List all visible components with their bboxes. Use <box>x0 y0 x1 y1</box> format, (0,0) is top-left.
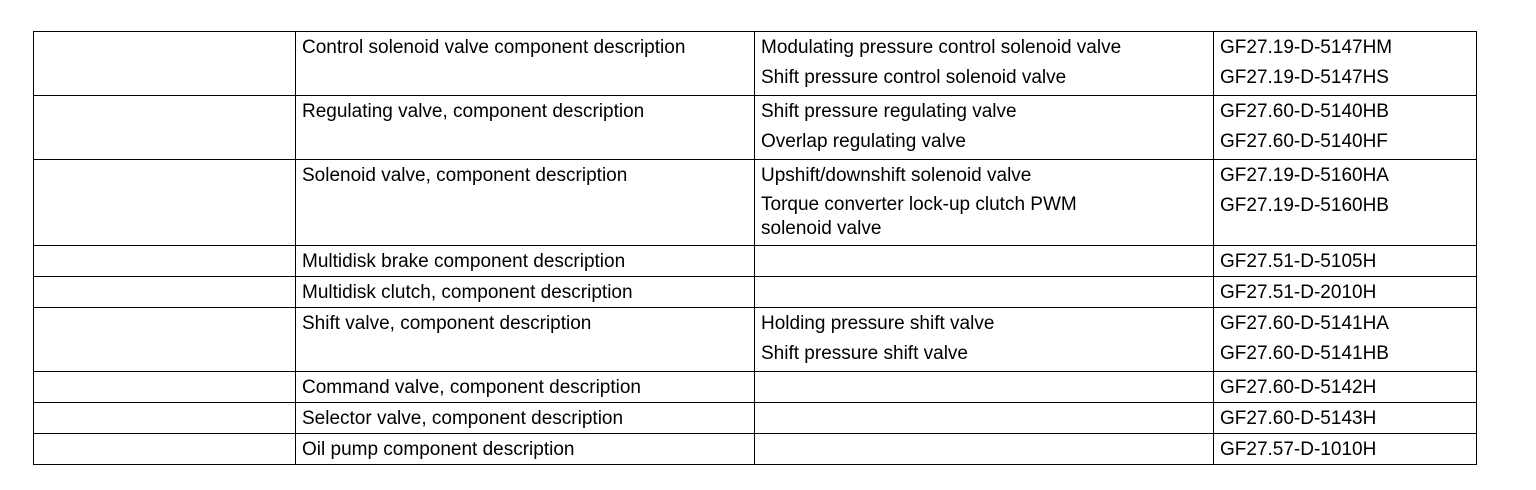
table-row <box>34 434 1477 465</box>
component-cell <box>296 434 755 465</box>
item-name-cell <box>755 403 1214 434</box>
item-name-cell <box>755 308 1214 372</box>
component-label: Multidisk clutch, component description <box>302 282 633 303</box>
document-code: GF27.51-D-2010H <box>1220 282 1377 303</box>
document-code-cell <box>1214 246 1477 277</box>
component-cell <box>296 246 755 277</box>
table-row <box>34 32 1477 96</box>
blank-cell <box>34 160 296 246</box>
document-code-cell <box>1214 96 1477 160</box>
document-code: GF27.60-D-5140HB <box>1220 101 1389 122</box>
component-label: Selector valve, component description <box>302 408 624 429</box>
component-label: Command valve, component description <box>302 377 642 398</box>
component-label: Multidisk brake component description <box>302 251 626 272</box>
table-row <box>34 308 1477 372</box>
document-code: GF27.60-D-5142H <box>1220 377 1377 398</box>
item-name-cell <box>755 32 1214 96</box>
document-code: GF27.19-D-5160HB <box>1220 195 1389 216</box>
item-name: Shift pressure control solenoid valve <box>761 67 1067 88</box>
component-cell <box>296 96 755 160</box>
blank-cell <box>34 434 296 465</box>
document-code: GF27.19-D-5160HA <box>1220 165 1389 186</box>
item-name: Torque converter lock-up clutch PWM solenoid valve <box>761 194 1077 239</box>
component-cell <box>296 32 755 96</box>
component-label: Solenoid valve, component description <box>302 165 628 186</box>
item-name-cell <box>755 160 1214 246</box>
component-cell <box>296 372 755 403</box>
table-row <box>34 372 1477 403</box>
item-name: Shift pressure shift valve <box>761 343 968 364</box>
document-code: GF27.60-D-5140HF <box>1220 131 1388 152</box>
blank-cell <box>34 308 296 372</box>
component-reference-table <box>33 31 1477 465</box>
document-code-cell <box>1214 403 1477 434</box>
component-label: Regulating valve, component description <box>302 101 645 122</box>
component-cell <box>296 308 755 372</box>
document-code: GF27.19-D-5147HS <box>1220 67 1389 88</box>
document-code: GF27.60-D-5143H <box>1220 408 1377 429</box>
item-name-cell <box>755 372 1214 403</box>
document-code-cell <box>1214 32 1477 96</box>
blank-cell <box>34 277 296 308</box>
document-code: GF27.57-D-1010H <box>1220 439 1377 460</box>
document-code: GF27.51-D-5105H <box>1220 251 1377 272</box>
item-name: Upshift/downshift solenoid valve <box>761 165 1032 186</box>
table-row <box>34 160 1477 246</box>
item-name: Modulating pressure control solenoid valve <box>761 37 1122 58</box>
document-code-cell <box>1214 277 1477 308</box>
item-name: Shift pressure regulating valve <box>761 101 1017 122</box>
component-cell <box>296 277 755 308</box>
component-label: Control solenoid valve component description <box>302 37 686 58</box>
item-name: Overlap regulating valve <box>761 131 966 152</box>
table-row <box>34 246 1477 277</box>
blank-cell <box>34 403 296 434</box>
document-code: GF27.60-D-5141HA <box>1220 313 1389 334</box>
document-code-cell <box>1214 372 1477 403</box>
component-label: Shift valve, component description <box>302 313 592 334</box>
document-code-cell <box>1214 434 1477 465</box>
item-name-cell <box>755 434 1214 465</box>
document-code: GF27.19-D-5147HM <box>1220 37 1393 58</box>
component-cell <box>296 403 755 434</box>
document-code-cell <box>1214 308 1477 372</box>
blank-cell <box>34 246 296 277</box>
item-name-cell <box>755 96 1214 160</box>
document-code-cell <box>1214 160 1477 246</box>
blank-cell <box>34 32 296 96</box>
table-row <box>34 96 1477 160</box>
item-name-cell <box>755 246 1214 277</box>
table-row <box>34 277 1477 308</box>
blank-cell <box>34 96 296 160</box>
table-row <box>34 403 1477 434</box>
component-cell <box>296 160 755 246</box>
component-label: Oil pump component description <box>302 439 575 460</box>
item-name: Holding pressure shift valve <box>761 313 995 334</box>
document-code: GF27.60-D-5141HB <box>1220 343 1389 364</box>
blank-cell <box>34 372 296 403</box>
item-name-cell <box>755 277 1214 308</box>
